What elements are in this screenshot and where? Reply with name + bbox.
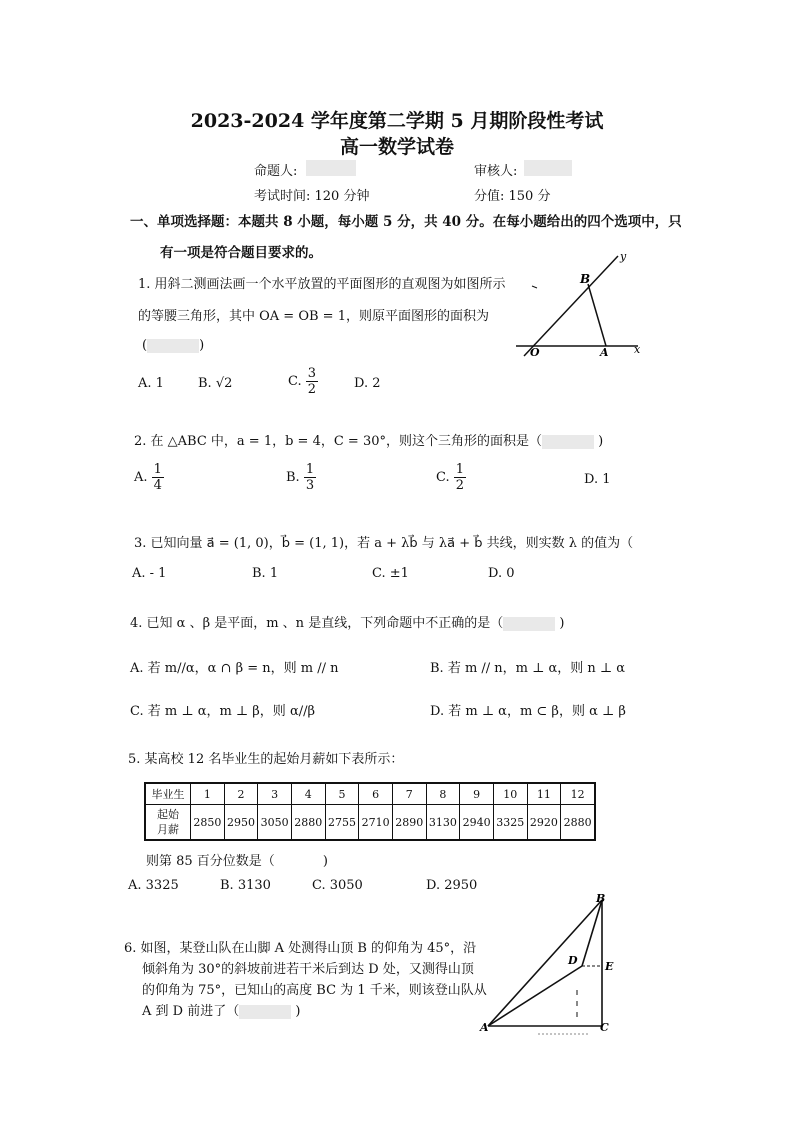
- table-cell: 3130: [426, 805, 460, 841]
- table-cell: 2950: [224, 805, 258, 841]
- q4-option-b: B. 若 m // n，m ⊥ α，则 n ⊥ α: [430, 661, 626, 676]
- q2-option-b: B. $\frac{1}{3}$: [286, 462, 315, 493]
- table-cell: 10: [493, 783, 527, 805]
- q6-stem-line4: A 到 D 前进了（ ): [142, 1004, 301, 1019]
- q1-answer-paren: ( ): [142, 338, 205, 353]
- table-row-salaries: [145, 805, 595, 841]
- table-cell: 2880: [291, 805, 325, 841]
- q6-stem: [124, 938, 487, 1022]
- q1-fig-label-a: A: [600, 346, 609, 359]
- q1-fig-label-o: O: [530, 346, 540, 359]
- q5-option-d: D. 2950: [426, 878, 478, 893]
- table-cell: 3325: [493, 805, 527, 841]
- author-label: 命题人:: [254, 164, 298, 179]
- q1-option-d: D. 2: [354, 376, 381, 391]
- table-cell: 2890: [392, 805, 426, 841]
- table-cell: 12: [561, 783, 595, 805]
- author-redacted: [306, 160, 356, 176]
- q1-option-c: C. $\frac{3}{2}$: [288, 366, 317, 397]
- q1-stem-line1: 1. 用斜二测画法画一个水平放置的平面图形的直观图为如图所示: [138, 277, 506, 292]
- table-row-students: [145, 783, 595, 805]
- q3-option-d: D. 0: [488, 566, 515, 581]
- exam-title: 2023-2024 学年度第二学期 5 月期阶段性考试: [190, 110, 604, 132]
- q2-option-c: C. $\frac{1}{2}$: [436, 462, 465, 493]
- q1-option-a: A. 1: [138, 376, 164, 391]
- q1-stem-line2: 的等腰三角形，其中 OA = OB = 1，则原平面图形的面积为: [138, 309, 489, 324]
- exam-subtitle: 高一数学试卷: [339, 136, 454, 158]
- section-1-instructions-line2: 有一项是符合题目要求的。: [160, 245, 322, 261]
- q5-question: 则第 85 百分位数是（ ): [146, 854, 328, 869]
- q5-salary-table: [144, 782, 596, 841]
- q6-fig-label-a: A: [480, 1021, 489, 1034]
- exam-score: 分值: 150 分: [474, 189, 551, 204]
- q6-fig-label-e: E: [605, 960, 614, 973]
- table-row-header: 起始 月薪: [145, 805, 191, 841]
- q6-mountain-figure: [478, 890, 628, 1050]
- table-cell: 2920: [527, 805, 561, 841]
- q4-option-c: C. 若 m ⊥ α，m ⊥ β，则 α//β: [130, 704, 315, 719]
- q6-stem-line2: 倾斜角为 30°的斜坡前进若干米后到达 D 处，又测得山顶: [142, 962, 474, 977]
- table-cell: 9: [460, 783, 494, 805]
- table-cell: 1: [191, 783, 225, 805]
- q2-option-d: D. 1: [584, 472, 611, 487]
- table-cell: 8: [426, 783, 460, 805]
- q5-stem: 5. 某高校 12 名毕业生的起始月薪如下表所示：: [128, 752, 404, 767]
- q5-option-a: A. 3325: [128, 878, 179, 893]
- table-cell: 2940: [460, 805, 494, 841]
- table-cell: 2710: [359, 805, 393, 841]
- q3-option-a: A. - 1: [132, 566, 167, 581]
- q4-option-d: D. 若 m ⊥ α，m ⊂ β，则 α ⊥ β: [430, 704, 626, 719]
- q1-option-b: B. √2: [198, 376, 233, 391]
- section-1-instructions-line1: 一、单项选择题：本题共 8 小题，每小题 5 分，共 40 分。在每小题给出的四个选项中，只: [130, 214, 682, 230]
- q6-fig-label-d: D: [568, 954, 578, 967]
- q4-stem: 4. 已知 α 、β 是平面，m 、n 是直线，下列命题中不正确的是（ ): [130, 616, 565, 631]
- q1-triangle-figure: [510, 248, 650, 363]
- table-cell: 6: [359, 783, 393, 805]
- q1-fig-label-y: y: [620, 250, 627, 263]
- table-cell: 4: [291, 783, 325, 805]
- q3-stem: 3. 已知向量 a⃗ = (1, 0)，b⃗ = (1, 1)，若 a + λb⃗ 与 λa⃗ + b⃗ 共线，则实数 λ 的值为（: [134, 536, 634, 551]
- table-cell: 5: [325, 783, 359, 805]
- table-cell: 2755: [325, 805, 359, 841]
- q5-option-b: B. 3130: [220, 878, 271, 893]
- table-cell: 2: [224, 783, 258, 805]
- exam-time: 考试时间: 120 分钟: [254, 189, 370, 204]
- table-cell: 2850: [191, 805, 225, 841]
- q1-fig-label-b: B: [580, 272, 591, 286]
- q2-stem: 2. 在 △ABC 中，a = 1，b = 4，C = 30°，则这个三角形的面积是（ ): [134, 434, 604, 449]
- reviewer-label: 审核人:: [474, 164, 518, 179]
- table-cell: 2880: [561, 805, 595, 841]
- q6-stem-line1: 6. 如图，某登山队在山脚 A 处测得山顶 B 的仰角为 45°，沿: [124, 941, 477, 956]
- q3-option-c: C. ±1: [372, 566, 409, 581]
- table-cell: 11: [527, 783, 561, 805]
- q6-fig-label-c: C: [600, 1021, 609, 1034]
- table-cell: 3: [258, 783, 292, 805]
- q2-option-a: A. $\frac{1}{4}$: [134, 462, 162, 493]
- q4-option-a: A. 若 m//α，α ∩ β = n，则 m // n: [130, 661, 339, 676]
- table-cell: 7: [392, 783, 426, 805]
- q1-fig-label-x: x: [634, 343, 641, 356]
- q5-option-c: C. 3050: [312, 878, 363, 893]
- table-cell: 3050: [258, 805, 292, 841]
- q3-option-b: B. 1: [252, 566, 279, 581]
- q6-stem-line3: 的仰角为 75°，已知山的高度 BC 为 1 千米，则该登山队从: [142, 983, 487, 998]
- reviewer-redacted: [524, 160, 572, 176]
- table-row-header: 毕业生: [145, 783, 191, 805]
- q6-fig-label-b: B: [596, 892, 606, 905]
